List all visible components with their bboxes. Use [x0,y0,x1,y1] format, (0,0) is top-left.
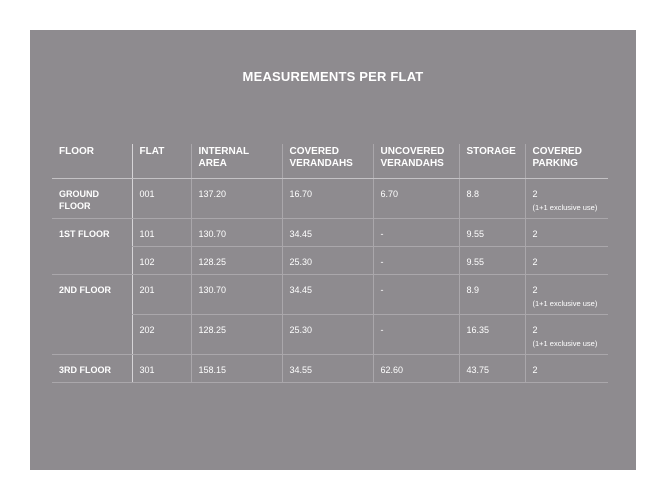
cell-covered-verandahs: 16.70 [282,179,373,219]
cell-covered-verandahs: 34.45 [282,275,373,315]
cell-storage: 16.35 [459,315,525,355]
parking-note: (1+1 exclusive use) [532,203,598,212]
header-flat: FLAT [132,144,191,179]
header-storage: STORAGE [459,144,525,179]
cell-uncovered-verandahs: - [373,275,459,315]
table-row [52,355,608,383]
header-covered-parking: COVERED PARKING [525,144,608,179]
cell-storage: 9.55 [459,219,525,247]
cell-internal-area: 158.15 [191,355,282,383]
cell-flat: 101 [132,219,191,247]
header-floor: FLOOR [52,144,132,179]
cell-storage: 8.9 [459,275,525,315]
measurements-panel [30,30,636,470]
cell-flat: 201 [132,275,191,315]
header-covered-verandahs: COVERED VERANDAHS [282,144,373,179]
cell-covered-verandahs: 34.55 [282,355,373,383]
floor-label-first: 1ST FLOOR [52,219,132,275]
table-row [52,179,608,219]
cell-storage: 43.75 [459,355,525,383]
table-row [52,315,608,355]
header-row [52,144,608,179]
cell-uncovered-verandahs: - [373,219,459,247]
cell-uncovered-verandahs: 62.60 [373,355,459,383]
parking-note: (1+1 exclusive use) [532,299,598,308]
cell-uncovered-verandahs: - [373,315,459,355]
cell-internal-area: 130.70 [191,219,282,247]
cell-internal-area: 128.25 [191,247,282,275]
cell-covered-parking: 2 [525,219,608,247]
cell-flat: 202 [132,315,191,355]
cell-flat: 001 [132,179,191,219]
cell-flat: 102 [132,247,191,275]
header-internal-area: INTERNAL AREA [191,144,282,179]
floor-label-third: 3RD FLOOR [52,355,132,383]
parking-note: (1+1 exclusive use) [532,339,598,348]
cell-covered-verandahs: 25.30 [282,315,373,355]
cell-storage: 9.55 [459,247,525,275]
table-row [52,275,608,315]
cell-flat: 301 [132,355,191,383]
measurements-table [52,144,608,383]
cell-internal-area: 130.70 [191,275,282,315]
cell-covered-verandahs: 34.45 [282,219,373,247]
floor-label-second: 2ND FLOOR [52,275,132,355]
cell-internal-area: 128.25 [191,315,282,355]
table-row [52,219,608,247]
cell-internal-area: 137.20 [191,179,282,219]
cell-storage: 8.8 [459,179,525,219]
cell-covered-verandahs: 25.30 [282,247,373,275]
table-row [52,247,608,275]
cell-covered-parking: 2 (1+1 exclusive use) [525,179,608,219]
header-uncovered-verandahs: UNCOVERED VERANDAHS [373,144,459,179]
cell-uncovered-verandahs: - [373,247,459,275]
cell-covered-parking: 2 [525,247,608,275]
cell-covered-parking: 2 [525,355,608,383]
page-title: MEASUREMENTS PER FLAT [242,69,424,84]
cell-covered-parking: 2 (1+1 exclusive use) [525,315,608,355]
cell-uncovered-verandahs: 6.70 [373,179,459,219]
cell-covered-parking: 2 (1+1 exclusive use) [525,275,608,315]
floor-label-ground: GROUND FLOOR [52,179,132,219]
